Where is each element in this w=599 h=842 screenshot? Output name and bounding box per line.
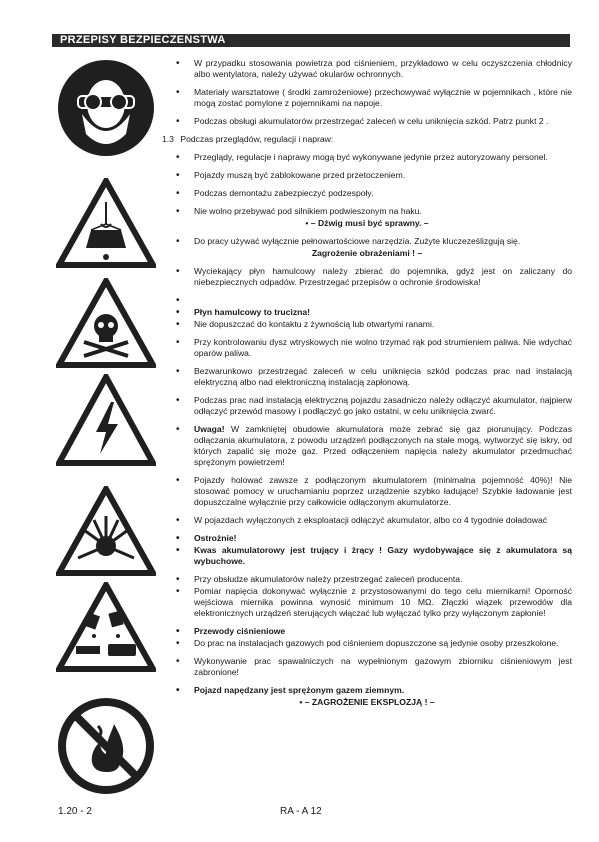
- warning-label: Uwaga!: [194, 424, 225, 434]
- suspended-load-warning-icon: [56, 178, 156, 268]
- section-title: Podczas przeglądów, regulacji i napraw:: [180, 134, 334, 144]
- document-code: RA - A 12: [280, 806, 322, 817]
- explosive-warning-icon: [56, 486, 156, 576]
- rule-item: • Nie wolno przebywać pod silnikiem podwieszonym na haku.: [162, 206, 572, 217]
- section-header-title: PRZEPISY BEZPIECZEŃSTWA: [60, 34, 226, 46]
- rule-item: • Podczas demontażu zabezpieczyć podzespoły.: [162, 188, 572, 199]
- rule-item: • Przewody ciśnieniowe: [162, 626, 572, 637]
- rule-item: • Podczas prac nad instalacją elektryczną pojazdu zasadniczo należy odłączyć akumulator, najpierw odłączyć przewód masowy i podłączyć go jako ostatni, w celu uniknięcia zwarć.: [162, 395, 572, 417]
- rule-item: [162, 424, 572, 468]
- rule-item: • Do pracy używać wyłącznie pełnowartościowe narzędzia. Zużyte kluczeześlizgują się.: [162, 236, 572, 247]
- safety-rules-content: [162, 58, 572, 715]
- rule-item: • Wyciekający płyn hamulcowy należy zbierać do pojemnika, gdyż jest on zaliczany do niebezpiecznych odpadów. Przestrzegać przepisów o ochronie środowiska!: [162, 266, 572, 288]
- empty-bullet: [162, 295, 572, 306]
- rule-warning: • – ZAGROŻENIE EKSPLOZJĄ ! –: [299, 697, 435, 707]
- rule-item: • Pojazd napędzany jest sprężonym gazem ziemnym.: [162, 685, 572, 696]
- rule-item: • Przy kontrolowaniu dysz wtryskowych nie wolno trzymać rąk pod strumieniem paliwa. Nie wdychać oparów paliwa.: [162, 337, 572, 359]
- rule-item: • Płyn hamulcowy to trucizna!: [162, 307, 572, 318]
- rule-item: • Pomiar napięcia dokonywać wyłącznie z przystosowanymi do tego celu miernikami! Oporność wejściowa miernika powinna wynosić minimum 10 MΩ. Złączki wiązek przewodów dla elektronicznych urządzeń sterujących włączać lub wyłączać tylko przy wyłączonym zapłonie!: [162, 586, 572, 619]
- rule-item: • Przeglądy, regulacje i naprawy mogą być wykonywane jedynie przez autoryzowany personel.: [162, 152, 572, 163]
- rule-warning: Zagrożenie obrażeniami ! –: [311, 248, 423, 258]
- safety-goggles-icon: [56, 58, 156, 158]
- page-number: 1.20 - 2: [58, 806, 92, 817]
- rule-item: • Nie dopuszczać do kontaktu z żywnością lub otwartymi ranami.: [162, 319, 572, 330]
- toxic-skull-warning-icon: [56, 278, 156, 368]
- rule-item: • Pojazdy holować zawsze z podłączonym akumulatorem (minimalna pojemność 40%)! Nie stosować pomocy w uruchamianiu poprzez urządzenie szybko ładujące! Szybkie ładowanie jest dopuszczalne wyłącznie przy całkowicie odłączonym akumulatorze.: [162, 475, 572, 508]
- rule-item: • Pojazdy muszą być zablokowane przed przetoczeniem.: [162, 170, 572, 181]
- rule-item: • W pojazdach wyłączonych z eksploatacji odłączyć akumulator, albo co 4 tygodnie doładować: [162, 515, 572, 526]
- rule-item: • Kwas akumulatorowy jest trujący i żrący ! Gazy wydobywające się z akumulatora są wybuchowe.: [162, 545, 572, 567]
- rule-warning: • – Dźwig musi być sprawny. –: [305, 218, 429, 228]
- section-number: 1.3: [162, 134, 174, 144]
- corrosive-warning-icon: [56, 582, 156, 672]
- rule-item: • Ostrożnie!: [162, 533, 572, 544]
- rule-item: • Wykonywanie prac spawalniczych na wypełnionym gazowym zbiorniku ciśnieniowym jest zabronione!: [162, 656, 572, 678]
- rule-item: • Przy obsłudze akumulatorów należy przestrzegać zaleceń producenta.: [162, 574, 572, 585]
- rule-item: • Podczas obsługi akumulatorów przestrzegać zaleceń w celu uniknięcia szkód. Patrz punkt 2 .: [162, 116, 572, 127]
- rule-item: • Materiały warsztatowe ( środki zamrożeniowe) przechowywać wyłącznie w pojemnikach , które nie mogą zostać pomylone z pojemnikami na napoje.: [162, 87, 572, 109]
- rule-text: W zamkniętej obudowie akumulatora może zebrać się gaz piorunujący. Podczas odłączania akumulatora, z powodu urządzeń podłączonych na stałe mogą, wytworzyć się iskry, od których zapalić się może gaz. Przed odłączeniem napięcia należy akumulator przedmuchać sprężonym powietrzem!: [194, 424, 572, 467]
- rule-item: • Do prac na instalacjach gazowych pod ciśnieniem dopuszczone są jedynie osoby przeszkolone.: [162, 638, 572, 649]
- section-1-3-heading: [162, 134, 572, 145]
- high-voltage-warning-icon: [56, 374, 156, 466]
- rule-item: • W przypadku stosowania powietrza pod ciśnieniem, przykładowo w celu oczyszczenia chłodnicy albo wentylatora, należy używać okularów ochronnych.: [162, 58, 572, 80]
- no-open-flame-icon: [56, 696, 156, 796]
- rule-item: • Bezwarunkowo przestrzegać zaleceń w celu uniknięcia szkód podczas prac nad instalacją elektryczną albo nad elektroniczną instalacją zapłonową.: [162, 366, 572, 388]
- section-header: [52, 34, 570, 47]
